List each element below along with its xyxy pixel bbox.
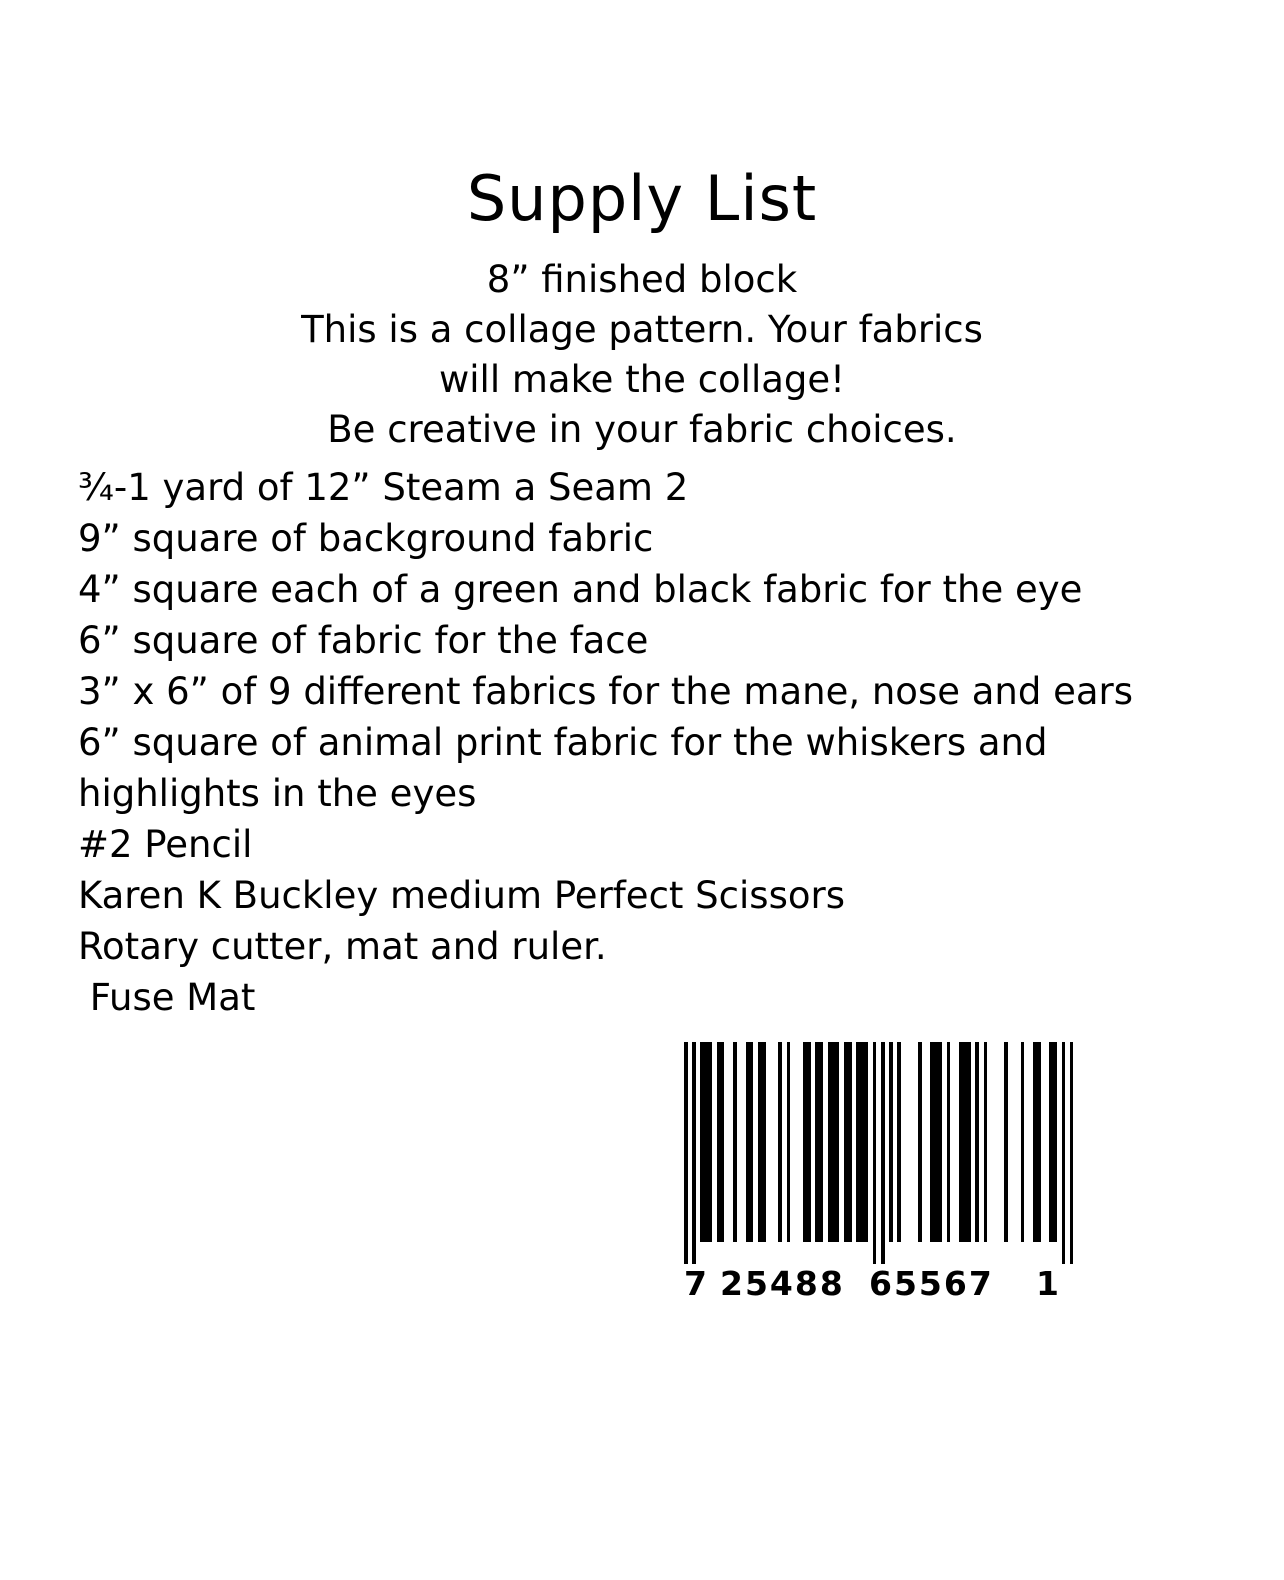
- barcode-bar: [930, 1042, 942, 1242]
- barcode-bar: [700, 1042, 712, 1242]
- barcode: [684, 1042, 1074, 1310]
- barcode-digits-group-1: 25488: [720, 1264, 845, 1303]
- barcode-digit-left: 7: [684, 1264, 709, 1303]
- barcode-bar: [881, 1042, 885, 1264]
- intro-line: Be creative in your fabric choices.: [327, 408, 957, 451]
- supply-list-item: 3” x 6” of 9 different fabrics for the mane, nose and ears: [78, 670, 1134, 713]
- barcode-bar: [803, 1042, 811, 1242]
- intro-line: 8” finished block: [486, 258, 798, 301]
- barcode-bar: [947, 1042, 951, 1242]
- barcode-bar: [787, 1042, 791, 1242]
- barcode-bars: [684, 1042, 1074, 1264]
- intro-line: will make the collage!: [439, 358, 845, 401]
- barcode-bar: [1033, 1042, 1041, 1242]
- barcode-bar: [889, 1042, 893, 1242]
- barcode-bar: [1004, 1042, 1008, 1242]
- barcode-bar: [897, 1042, 901, 1242]
- supply-list-item: Karen K Buckley medium Perfect Scissors: [78, 874, 845, 917]
- supply-list-item: Fuse Mat: [78, 976, 256, 1019]
- barcode-bar: [984, 1042, 988, 1242]
- barcode-digits: [684, 1264, 1074, 1310]
- supply-list-item: 9” square of background fabric: [78, 517, 654, 560]
- barcode-bar: [918, 1042, 922, 1242]
- barcode-bar: [873, 1042, 877, 1264]
- barcode-bar: [733, 1042, 737, 1242]
- barcode-bar: [815, 1042, 823, 1242]
- barcode-bar: [856, 1042, 868, 1242]
- supply-list-item: 6” square of fabric for the face: [78, 619, 649, 662]
- supply-list-item: 6” square of animal print fabric for the whiskers and: [78, 721, 1048, 764]
- barcode-bar: [975, 1042, 979, 1242]
- barcode-bar: [684, 1042, 688, 1264]
- intro-line: This is a collage pattern. Your fabrics: [301, 308, 983, 351]
- barcode-bar: [844, 1042, 852, 1242]
- barcode-bar: [1070, 1042, 1074, 1264]
- barcode-digit-right: 1: [1036, 1264, 1061, 1303]
- barcode-bar: [692, 1042, 696, 1264]
- supply-list: [78, 462, 1228, 1023]
- barcode-bar: [746, 1042, 754, 1242]
- barcode-bar: [778, 1042, 782, 1242]
- barcode-bar: [959, 1042, 971, 1242]
- supply-list-item: Rotary cutter, mat and ruler.: [78, 925, 607, 968]
- barcode-bar: [828, 1042, 840, 1242]
- barcode-bar: [1049, 1042, 1057, 1242]
- supply-list-item: 4” square each of a green and black fabric for the eye: [78, 568, 1083, 611]
- supply-list-item: highlights in the eyes: [78, 772, 477, 815]
- barcode-digits-group-2: 65567: [869, 1264, 994, 1303]
- barcode-bar: [758, 1042, 766, 1242]
- barcode-bar: [1062, 1042, 1066, 1264]
- supply-list-item: ¾-1 yard of 12” Steam a Seam 2: [78, 466, 689, 509]
- page-title: Supply List: [466, 162, 818, 235]
- supply-list-item: #2 Pencil: [78, 823, 253, 866]
- barcode-bar: [717, 1042, 725, 1242]
- intro-paragraph: [0, 255, 1284, 455]
- barcode-bar: [1021, 1042, 1025, 1242]
